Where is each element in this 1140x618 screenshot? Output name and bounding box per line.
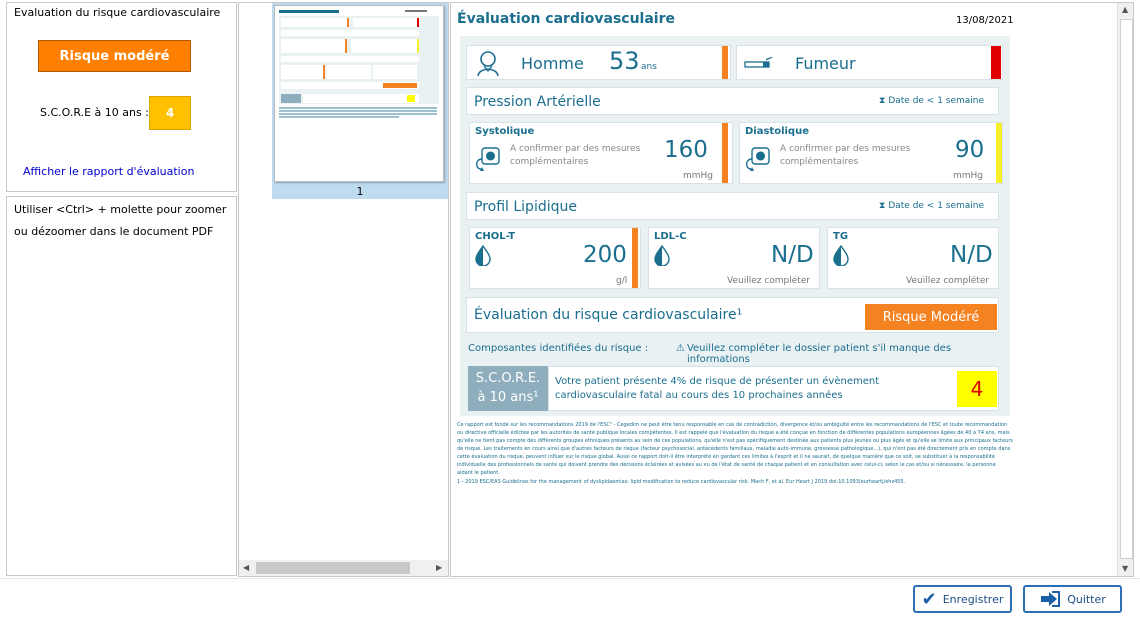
disclaimer-text: Ce rapport est fondé sur les recommandations 2019 de l'ESC¹ - Cegedim ne peut être tenu responsable en cas de contradiction, divergence et/ou ambiguïté entre les recommandations de l'ESC et toute recommandation ou directive officielle édictée par les autorités de santé publique locales compétentes. Il est rappelé que l'évaluation du risque a été conçue en fonction de différentes populations européennes âgées de 40 à 74 ans, mais qu'elle ne tient pas compte des différents groupes ethniques présents au sein de ces populations, qu'elle n'est pas spécifiquement destinée aux patients plus jeunes ou plus âgés et qu'elle se limite aux principaux facteurs de risque. Les traitements en cours ainsi que d'autres facteurs de risque (facteur psychosocial, antécédents familiaux, maladie auto-immune, grossesse pathologique...), qui n'ont pas été directement pris en compte dans cette évaluation du risque, peuvent influer sur le risque global. Aussi ce rapport doit-il être interprété en gardant ces limites à l'esprit et il ne saurait, de quelque manière que ce soit, se substituer à la responsabilité individuelle des professionnels de santé qui doivent prendre des décisions éclairées et avisées au vu de l'état de santé de chaque patient et en consultation avec celui-ci, selon le cas et/ou si nécessaire, la personne aidant le patient. [457,422,1013,476]
summary-title: Evaluation du risque cardiovasculaire [14,6,221,19]
score-description: Votre patient présente 4% de risque de présenter un évènement cardiovasculaire fatal au cours des 10 prochaines années [555,376,880,401]
drop-icon [653,244,671,266]
tg-complete-text: Veuillez compléter [906,276,990,286]
quit-button[interactable] [1023,585,1122,613]
help-line-2: ou dézoomer dans le document PDF [14,225,214,238]
lipid-title: Profil Lipidique [474,199,577,215]
tg-label: TG [833,231,849,242]
diastolic-unit: mmHg [953,171,984,181]
diastolic-value: 90 [955,137,985,163]
thumbnail-page-1[interactable] [272,3,448,199]
tg-card [827,227,999,289]
checkmark-icon: ✔ [921,588,937,610]
scroll-down-icon[interactable]: ▼ [1122,564,1129,573]
ldl-card [648,227,820,289]
cigarette-icon [744,56,774,70]
report-body [460,36,1010,416]
systolic-label: Systolique [475,126,535,137]
ldl-label: LDL-C [654,231,687,242]
drop-icon [832,244,850,266]
cholt-value: 200 [583,242,627,268]
smoker-indicator [991,46,1001,79]
age-indicator [722,46,728,79]
exit-icon [1039,590,1061,608]
score-tile [468,366,548,411]
hourglass-icon: ⧗ [879,201,886,211]
ldl-complete-text: Veuillez compléter [727,276,811,286]
cholt-label: CHOL-T [475,231,516,242]
page-number: 1 [356,185,364,198]
save-button-label: Enregistrer [942,592,1004,606]
hourglass-icon: ⧗ [879,96,886,106]
save-button[interactable] [913,585,1012,613]
diastolic-confirm-text: A confirmer par des mesures complémentaires [780,144,911,167]
diastolic-indicator [996,123,1002,183]
risk-level-button[interactable]: Risque modéré [38,40,191,72]
systolic-value: 160 [664,137,708,163]
bp-title: Pression Artérielle [474,94,601,110]
scroll-left-icon[interactable]: ◀ [243,563,250,572]
doc-title: Évaluation cardiovasculaire [457,11,676,27]
age-value: 53 [609,47,640,75]
sex-age-card [466,45,731,80]
diastolic-label: Diastolique [745,126,809,137]
cholt-indicator [632,228,638,288]
warning-text: Veuillez compléter le dossier patient s'il manque des informations [686,343,952,365]
blood-pressure-icon [473,145,503,175]
warning-icon: ⚠ [676,343,685,354]
smoker-value: Fumeur [795,54,856,73]
age-unit: ans [641,62,657,72]
systolic-confirm-text: A confirmer par des mesures complémentaires [510,144,641,167]
bottom-bar [0,578,1140,618]
pdf-vscrollbar[interactable] [1117,3,1134,576]
cholt-unit: g/l [616,276,628,286]
vscroll-thumb[interactable] [1120,19,1133,559]
systolic-unit: mmHg [683,171,714,181]
pdf-viewer[interactable] [450,2,1134,577]
score-tile-line2: à 10 ans¹ [477,390,539,405]
report-link[interactable]: Afficher le rapport d'évaluation [23,165,195,178]
risk-title: Évaluation du risque cardiovasculaire¹ [474,307,743,323]
thumbnail-preview [274,5,444,182]
bp-section-header [466,87,999,115]
patient-icon [475,49,501,77]
reference-text: 1 - 2019 ESC/EAS Guidelines for the management of dyslipidaemias: lipid modification to reduce cardiovascular risk. Mach F, et al. Eur Heart J 2019 doi:10.1093/eurheartj/ehz455. [457,479,906,485]
thumbnail-hscrollbar[interactable] [239,560,448,576]
score-label: S.C.O.R.E à 10 ans : [40,106,149,119]
help-panel [6,196,237,576]
risk-badge: Risque Modéré [865,304,997,330]
thumbnail-pane [238,2,449,577]
sex-value: Homme [521,54,584,73]
tg-value: N/D [950,242,993,268]
lipid-date-note: Date de < 1 semaine [888,201,985,211]
diastolic-card [739,122,1003,184]
score-description-card [548,366,999,411]
hscroll-thumb[interactable] [256,562,410,574]
cholt-card [469,227,641,289]
doc-date: 13/08/2021 [956,15,1014,26]
summary-panel [6,2,237,192]
blood-pressure-icon [743,145,773,175]
scroll-right-icon[interactable]: ▶ [436,563,443,572]
help-line-1: Utiliser <Ctrl> + molette pour zoomer [14,203,227,216]
risk-section [466,297,999,333]
ldl-value: N/D [771,242,814,268]
scroll-up-icon[interactable]: ▲ [1122,5,1129,14]
quit-button-label: Quitter [1067,592,1106,606]
components-label: Composantes identifiées du risque : [468,343,649,354]
score-tile-line1: S.C.O.R.E. [475,371,541,386]
score-value-box: 4 [149,96,191,130]
systolic-indicator [722,123,728,183]
bp-date-note: Date de < 1 semaine [888,96,985,106]
drop-icon [474,244,492,266]
systolic-card [469,122,733,184]
smoker-card [736,45,1003,80]
score-value: 4 [957,371,997,407]
lipid-section-header [466,192,999,220]
